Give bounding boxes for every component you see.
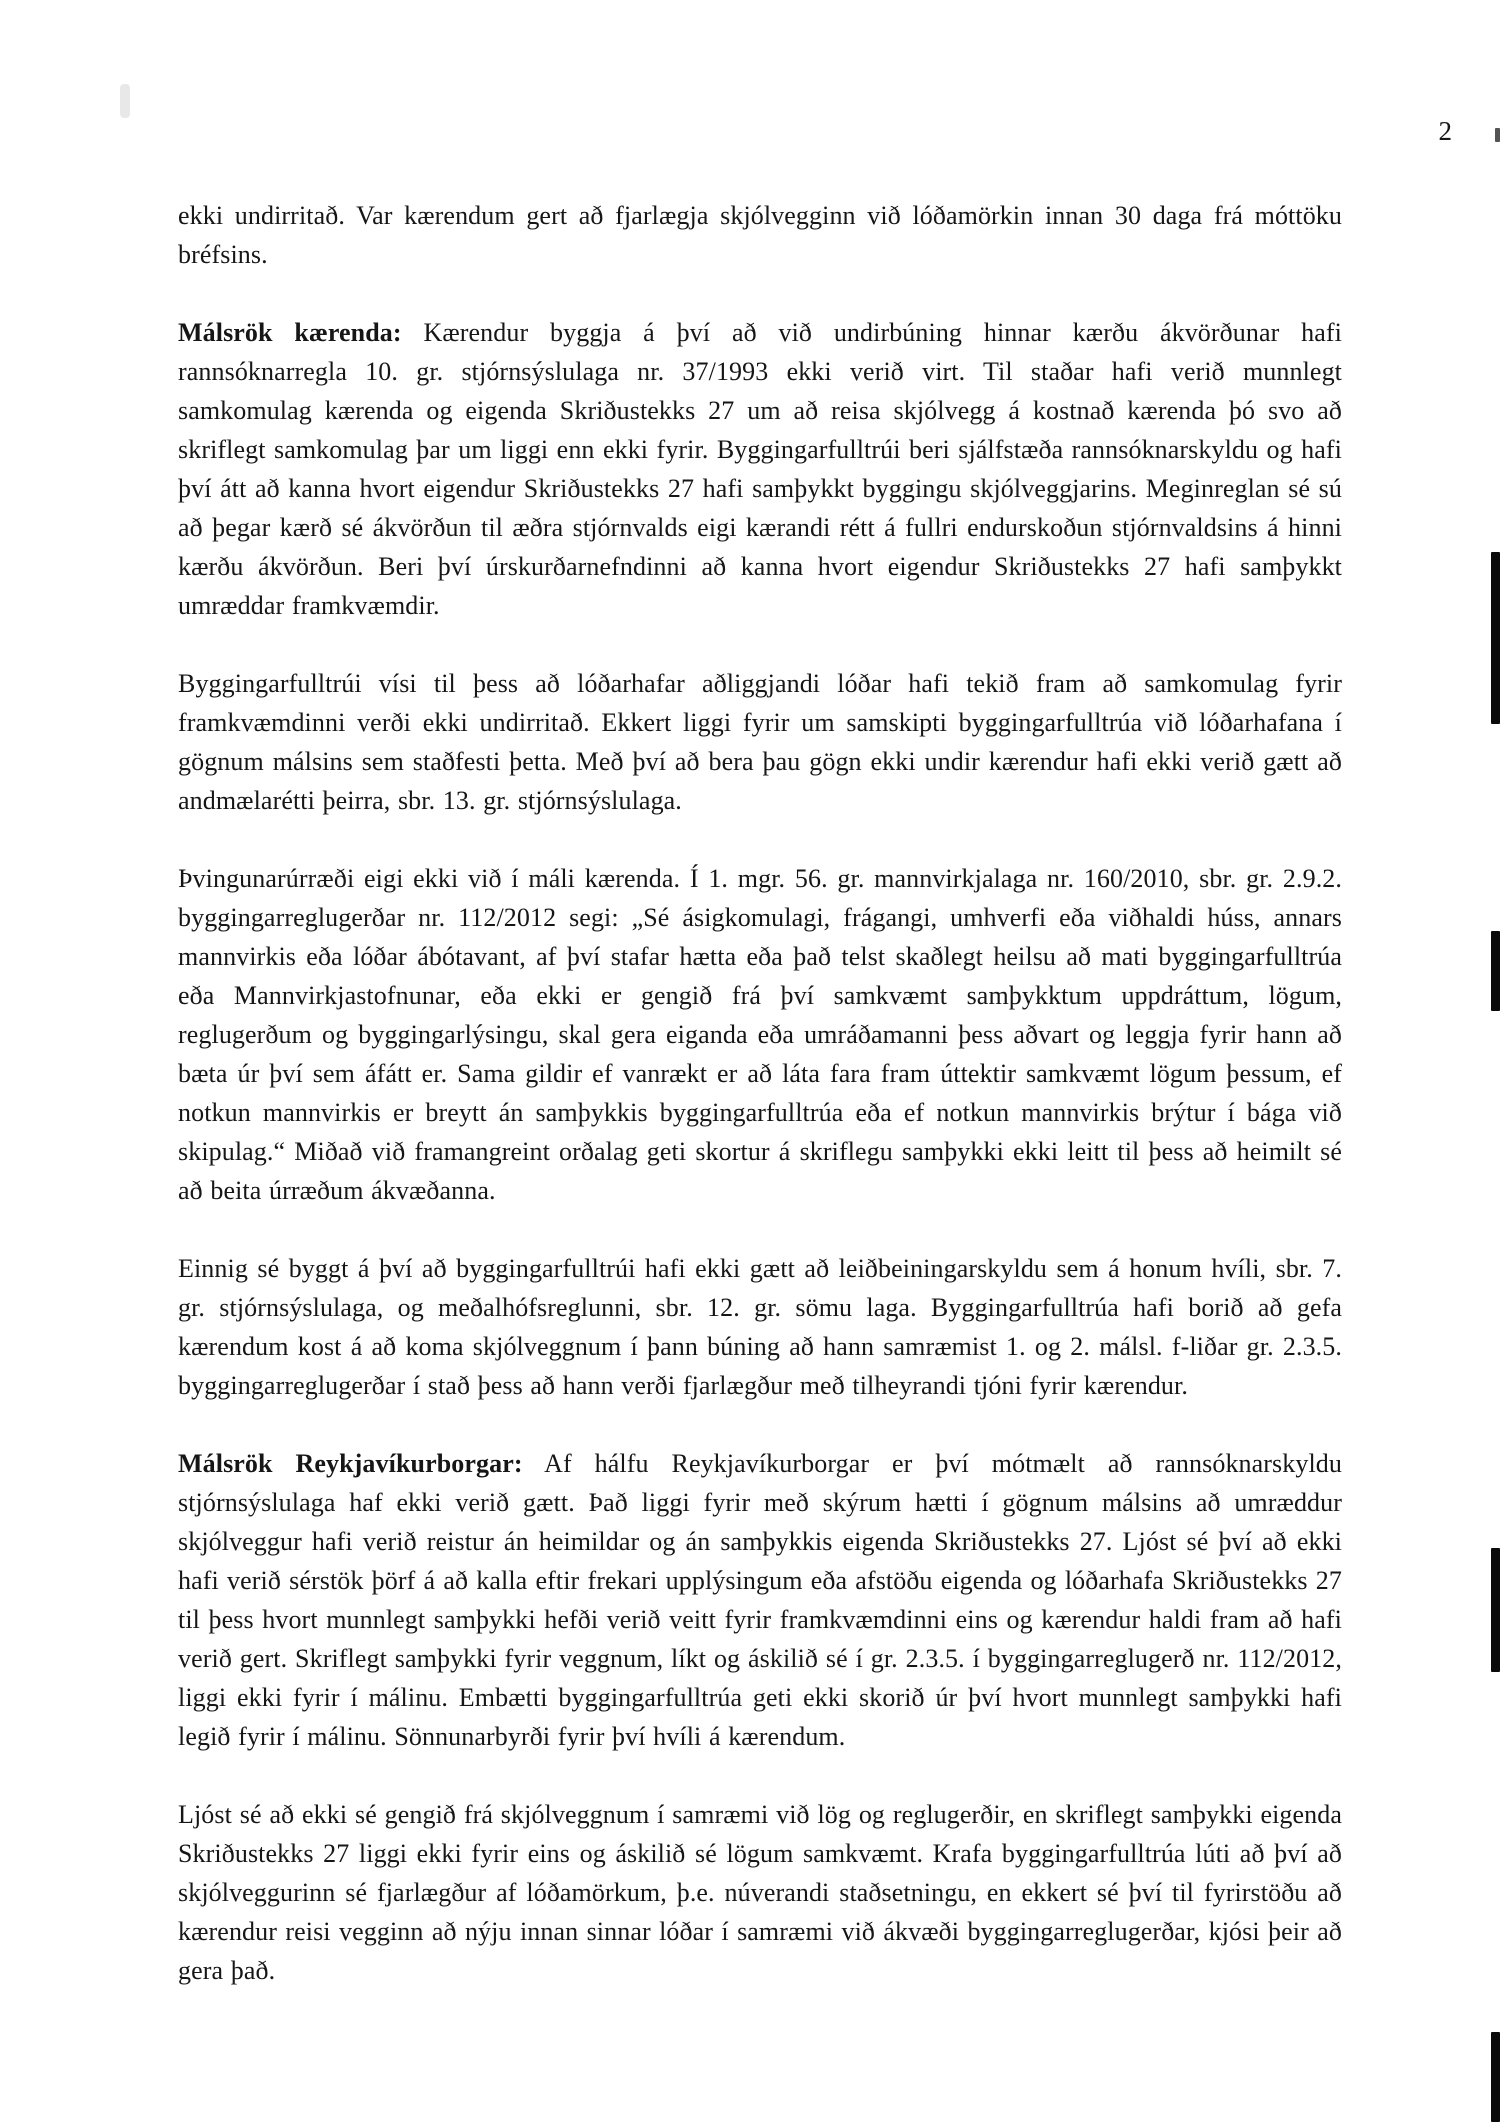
scan-artifact xyxy=(1491,2032,1500,2122)
paragraph-text: Þvingunarúrræði eigi ekki við í máli kærenda. Í 1. mgr. 56. gr. mannvirkjalaga nr. 160/2010, sbr. gr. 2.9.2. byggingarreglugerðar nr. 112/2012 segi: „Sé ásigkomulagi, frágangi, umhverfi eða viðhaldi húss, annars mannvirkis eða lóðar ábótavant, af því stafar hætta eða það telst skaðlegt heilsu að mati byggingarfulltrúa eða Mannvirkjastofnunar, eða ekki er gengið frá því samkvæmt samþykktum uppdráttum, lögum, reglugerðum og byggingarlýsingu, skal gera eiganda eða umráðamanni þess aðvart og leggja fyrir hann að bæta úr því sem áfátt er. Sama gildir ef vanrækt er að láta fara fram úttektir samkvæmt lögum þessum, ef notkun mannvirkis er breytt án samþykkis byggingarfulltrúa eða ef notkun mannvirkis brýtur í bága við skipulag.“ Miðað við framangreint orðalag geti skortur á skriflegu samþykki ekki leitt til þess að heimilt sé að beita úrræðum ákvæðanna. xyxy=(178,864,1342,1205)
scan-smudge xyxy=(120,84,130,118)
paragraph-lead: Málsrök Reykjavíkurborgar: xyxy=(178,1449,523,1478)
paragraph-text: Byggingarfulltrúi vísi til þess að lóðarhafar aðliggjandi lóðar hafi tekið fram að samkomulag fyrir framkvæmdinni verði ekki undirritað. Ekkert liggi fyrir um samskipti byggingarfulltrúa við lóðarhafana í gögnum málsins sem staðfesti þetta. Með því að bera þau gögn ekki undir kærendur hafi ekki verið gætt að andmælarétti þeirra, sbr. 13. gr. stjórnsýslulaga. xyxy=(178,669,1342,815)
paragraph xyxy=(178,859,1342,1210)
paragraph xyxy=(178,1444,1342,1756)
paragraph-text: ekki undirritað. Var kærendum gert að fjarlægja skjólvegginn við lóðamörkin innan 30 daga frá móttöku bréfsins. xyxy=(178,201,1342,269)
scan-artifact xyxy=(1495,128,1500,142)
paragraph xyxy=(178,1795,1342,1990)
paragraph-text: Kærendur byggja á því að við undirbúning hinnar kærðu ákvörðunar hafi rannsóknarregla 10. gr. stjórnsýslulaga nr. 37/1993 ekki verið virt. Til staðar hafi verið munnlegt samkomulag kærenda og eigenda Skriðustekks 27 um að reisa skjólvegg á kostnað kærenda þó svo að skriflegt samkomulag þar um liggi enn ekki fyrir. Byggingarfulltrúi beri sjálfstæða rannsóknarskyldu og hafi því átt að kanna hvort eigendur Skriðustekks 27 hafi samþykkt byggingu skjólveggjarins. Meginreglan sé sú að þegar kærð sé ákvörðun til æðra stjórnvalds eigi kærandi rétt á fullri endurskoðun stjórnvaldsins á hinni kærðu ákvörðun. Beri því úrskurðarnefndinni að kanna hvort eigendur Skriðustekks 27 hafi samþykkt umræddar framkvæmdir. xyxy=(178,318,1342,620)
scan-artifact xyxy=(1491,931,1500,1011)
paragraph xyxy=(178,313,1342,625)
paragraph xyxy=(178,196,1342,274)
paragraph xyxy=(178,664,1342,820)
page-number: 2 xyxy=(1438,116,1452,146)
paragraph-text: Einnig sé byggt á því að byggingarfulltrúi hafi ekki gætt að leiðbeiningarskyldu sem á honum hvíli, sbr. 7. gr. stjórnsýslulaga, og meðalhófsreglunni, sbr. 12. gr. sömu laga. Byggingarfulltrúa hafi borið að gefa kærendum kost á að koma skjólveggnum í þann búning að hann samræmist 1. og 2. málsl. f-liðar gr. 2.3.5. byggingarreglugerðar í stað þess að hann verði fjarlægður með tilheyrandi tjóni fyrir kærendur. xyxy=(178,1254,1342,1400)
paragraph-text: Ljóst sé að ekki sé gengið frá skjólveggnum í samræmi við lög og reglugerðir, en skriflegt samþykki eigenda Skriðustekks 27 liggi ekki fyrir eins og áskilið sé lögum samkvæmt. Krafa byggingarfulltrúa lúti að því að skjólveggurinn sé fjarlægður af lóðamörkum, þ.e. núverandi staðsetningu, en ekkert sé því til fyrirstöðu að kærendur reisi vegginn að nýju innan sinnar lóðar í samræmi við ákvæði byggingarreglugerðar, kjósi þeir að gera það. xyxy=(178,1800,1342,1985)
paragraph-text: Af hálfu Reykjavíkurborgar er því mótmælt að rannsóknarskyldu stjórnsýslulaga haf ekki verið gætt. Það liggi fyrir með skýrum hætti í gögnum málsins að umræddur skjólveggur hafi verið reistur án heimildar og án samþykkis eigenda Skriðustekks 27. Ljóst sé því að ekki hafi verið sérstök þörf á að kalla eftir frekari upplýsingum eða afstöðu eigenda og lóðarhafa Skriðustekks 27 til þess hvort munnlegt samþykki hefði verið veitt fyrir framkvæmdinni eins og kærendur haldi fram að hafi verið gert. Skriflegt samþykki fyrir veggnum, líkt og áskilið sé í gr. 2.3.5. í byggingarreglugerð nr. 112/2012, liggi ekki fyrir í málinu. Embætti byggingarfulltrúa geti ekki skorið úr því hvort munnlegt samþykki hafi legið fyrir í málinu. Sönnunarbyrði fyrir því hvíli á kærendum. xyxy=(178,1449,1342,1751)
scan-artifact xyxy=(1491,552,1500,724)
paragraph-lead: Málsrök kærenda: xyxy=(178,318,402,347)
scan-artifact xyxy=(1491,1548,1500,1672)
paragraph xyxy=(178,1249,1342,1405)
document-body xyxy=(178,196,1342,2029)
